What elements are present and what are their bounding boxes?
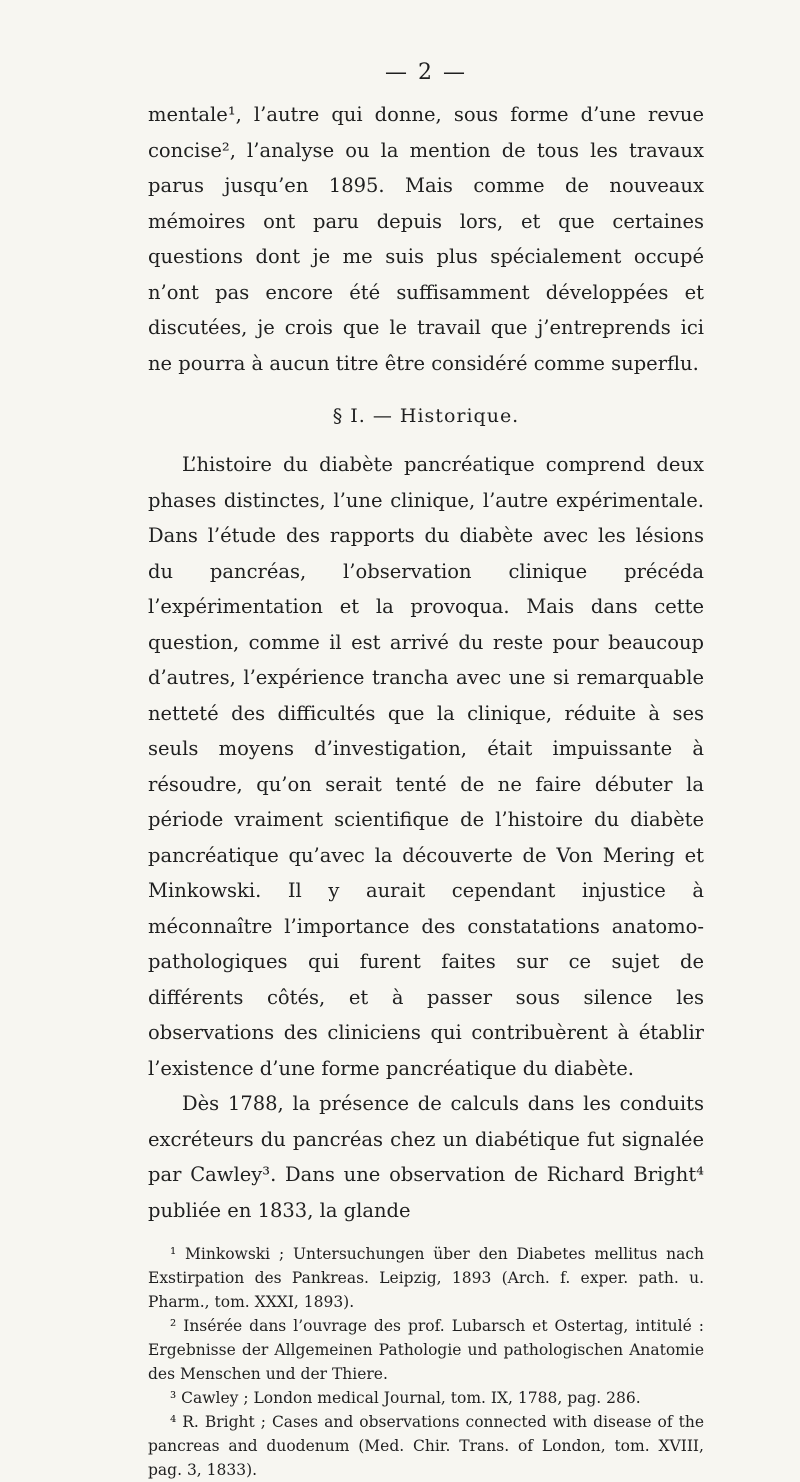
paragraph-history: L’histoire du diabète pancréatique comprend deux phases distinctes, l’une clinique, l’autre expérimentale. Dans l’étude des rapports du diabète avec les lésions du pancréas, l’observation clinique précéda l’expérimentation et la provoqua. Mais dans cette question, comme il est arrivé du reste pour beaucoup d’autres, l’expérience trancha avec une si remarquable netteté des difficultés que la clinique, réduite à ses seuls moyens d’investigation, était impuissante à résoudre, qu’on serait tenté de ne faire débuter la période vraiment scientifique de l’histoire du diabète pancréatique qu’avec la découverte de Von Mering et Minkowski. Il y aurait cependant injustice à méconnaître l’importance des constatations anatomo-pathologiques qui furent faites sur ce sujet de différents côtés, et à passer sous silence les observations des cliniciens qui contribuèrent à établir l’existence d’une forme pancréatique du diabète. [148, 453, 704, 1080]
footnote-1: ¹ Minkowski ; Untersuchungen über den Diabetes mellitus nach Exstirpation des Pankreas. Leipzig, 1893 (Arch. f. exper. path. u. Pharm., tom. XXXI, 1893). [148, 1245, 704, 1311]
paragraph-intro: mentale¹, l’autre qui donne, sous forme d’une revue concise², l’analyse ou la mention de tous les travaux parus jusqu’en 1895. Mais comme de nouveaux mémoires ont paru depuis lors, et que certaines questions dont je me suis plus spécialement occupé n’ont pas encore été suffisamment développées et discutées, je crois que le travail que j’entreprends ici ne pourra à aucun titre être considéré comme superflu. [148, 103, 704, 375]
footnote-3: ³ Cawley ; London medical Journal, tom. IX, 1788, pag. 286. [170, 1389, 641, 1407]
section-heading: § I. — Historique. [332, 405, 520, 427]
footnote-4: ⁴ R. Bright ; Cases and observations connected with disease of the pancreas and duodenum (Med. Chir. Trans. of London, tom. XVIII, pag. 3, 1833). [148, 1413, 704, 1479]
page-number: — 2 — [385, 60, 467, 85]
footnote-2: ² Insérée dans l’ouvrage des prof. Lubarsch et Ostertag, intitulé : Ergebnisse der Allgemeinen Pathologie und pathologischen Anatomie des Menschen und der Thiere. [148, 1317, 704, 1383]
paragraph-cawley: Dès 1788, la présence de calculs dans les conduits excréteurs du pancréas chez un diabétique fut signalée par Cawley³. Dans une observation de Richard Bright⁴ publiée en 1833, la glande [148, 1092, 704, 1222]
footnotes [148, 1242, 704, 1482]
